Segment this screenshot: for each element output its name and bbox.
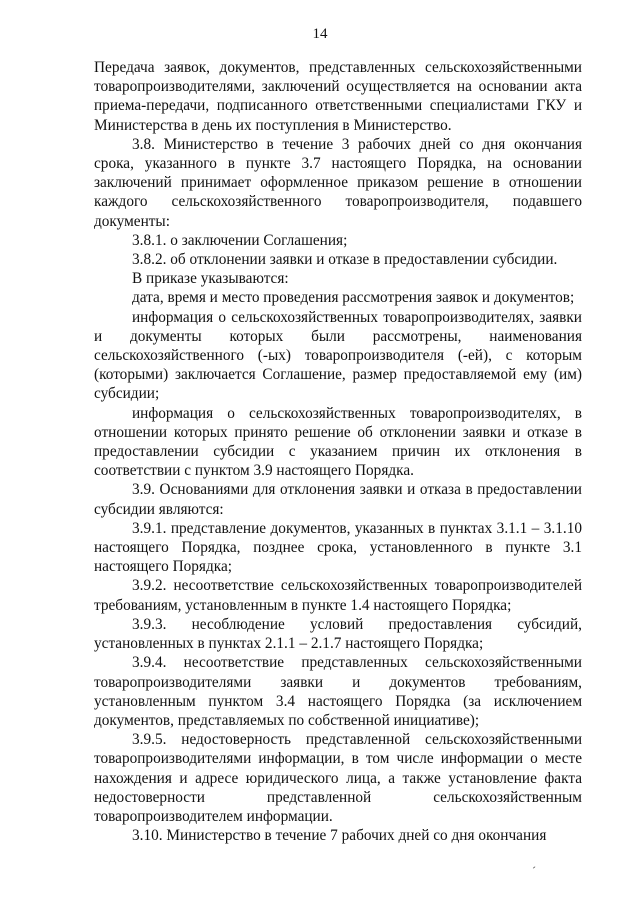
paragraph-p15: 3.10. Министерство в течение 7 рабочих дней со дня окончания — [132, 827, 547, 845]
paragraph-p8: информация о сельскохозяйственных товаропроизводителях, в отношении которых принято решение об отклонении заявки и отказе в предоставлении субсидии с указанием причин их отклонения в соответствии с пунктом 3.9 настоящего Порядка. — [94, 404, 582, 480]
paragraph-p9: 3.9. Основаниями для отклонения заявки и отказа в предоставлении субсидии являются: — [94, 481, 582, 518]
paragraph-p10: 3.9.1. представление документов, указанных в пунктах 3.1.1 – 3.1.10 настоящего Порядка, позднее срока, установленного в пункте 3.1 настоящего Порядка; — [94, 519, 582, 576]
paragraph-p3: 3.8.1. о заключении Соглашения; — [132, 231, 348, 249]
page-number: 14 — [312, 26, 328, 42]
paragraph-p13: 3.9.4. несоответствие представленных сельскохозяйственными товаропроизводителями заявки и документов требованиям, установленным пунктом 3.4 настоящего Порядка (за исключением документов, представляемых по собственной инициативе); — [94, 654, 582, 729]
paragraph-p1: Передача заявок, документов, представленных сельскохозяйственными товаропроизводителями, заключений осуществляется на основании акта приема-передачи, подписанного ответственными специалистами ГКУ и Министерства в день их поступления в Министерство. — [94, 59, 582, 134]
paragraph-p11: 3.9.2. несоответствие сельскохозяйственных товаропроизводителей требованиям, установленным в пункте 1.4 настоящего Порядка; — [94, 577, 582, 614]
paragraph-p4: 3.8.2. об отклонении заявки и отказе в предоставлении субсидии. — [132, 251, 558, 269]
paragraph-p12: 3.9.3. несоблюдение условий предоставления субсидий, установленных в пунктах 2.1.1 – 2.1.7 настоящего Порядка; — [94, 615, 582, 653]
paragraph-p7: информация о сельскохозяйственных товаропроизводителях, заявки и документы которых были рассмотрены, наименования сельскохозяйственного (-ых) товаропроизводителя (-ей), с которым (которыми) заключается Соглашение, размер предоставляемой ему (им) субсидии; — [94, 308, 582, 403]
paragraph-p2: 3.8. Министерство в течение 3 рабочих дней со дня окончания срока, указанного в пункте 3.7 настоящего Порядка, на основании заключений принимает оформленное приказом решение в отношении каждого сельскохозяйственного товаропроизводителя, подавшего документы: — [94, 135, 582, 230]
scan-mark: ´ — [532, 864, 536, 878]
paragraph-p14: 3.9.5. недостоверность представленной сельскохозяйственными товаропроизводителями информации, в том числе информации о месте нахождения и адресе юридического лица, а также установление факта недостоверности представленной сельскохозяйственным товаропроизводителем информации. — [94, 731, 582, 825]
paragraph-p6: дата, время и место проведения рассмотрения заявок и документов; — [132, 289, 575, 307]
paragraph-p5: В приказе указываются: — [132, 270, 289, 288]
document-body — [94, 58, 582, 845]
